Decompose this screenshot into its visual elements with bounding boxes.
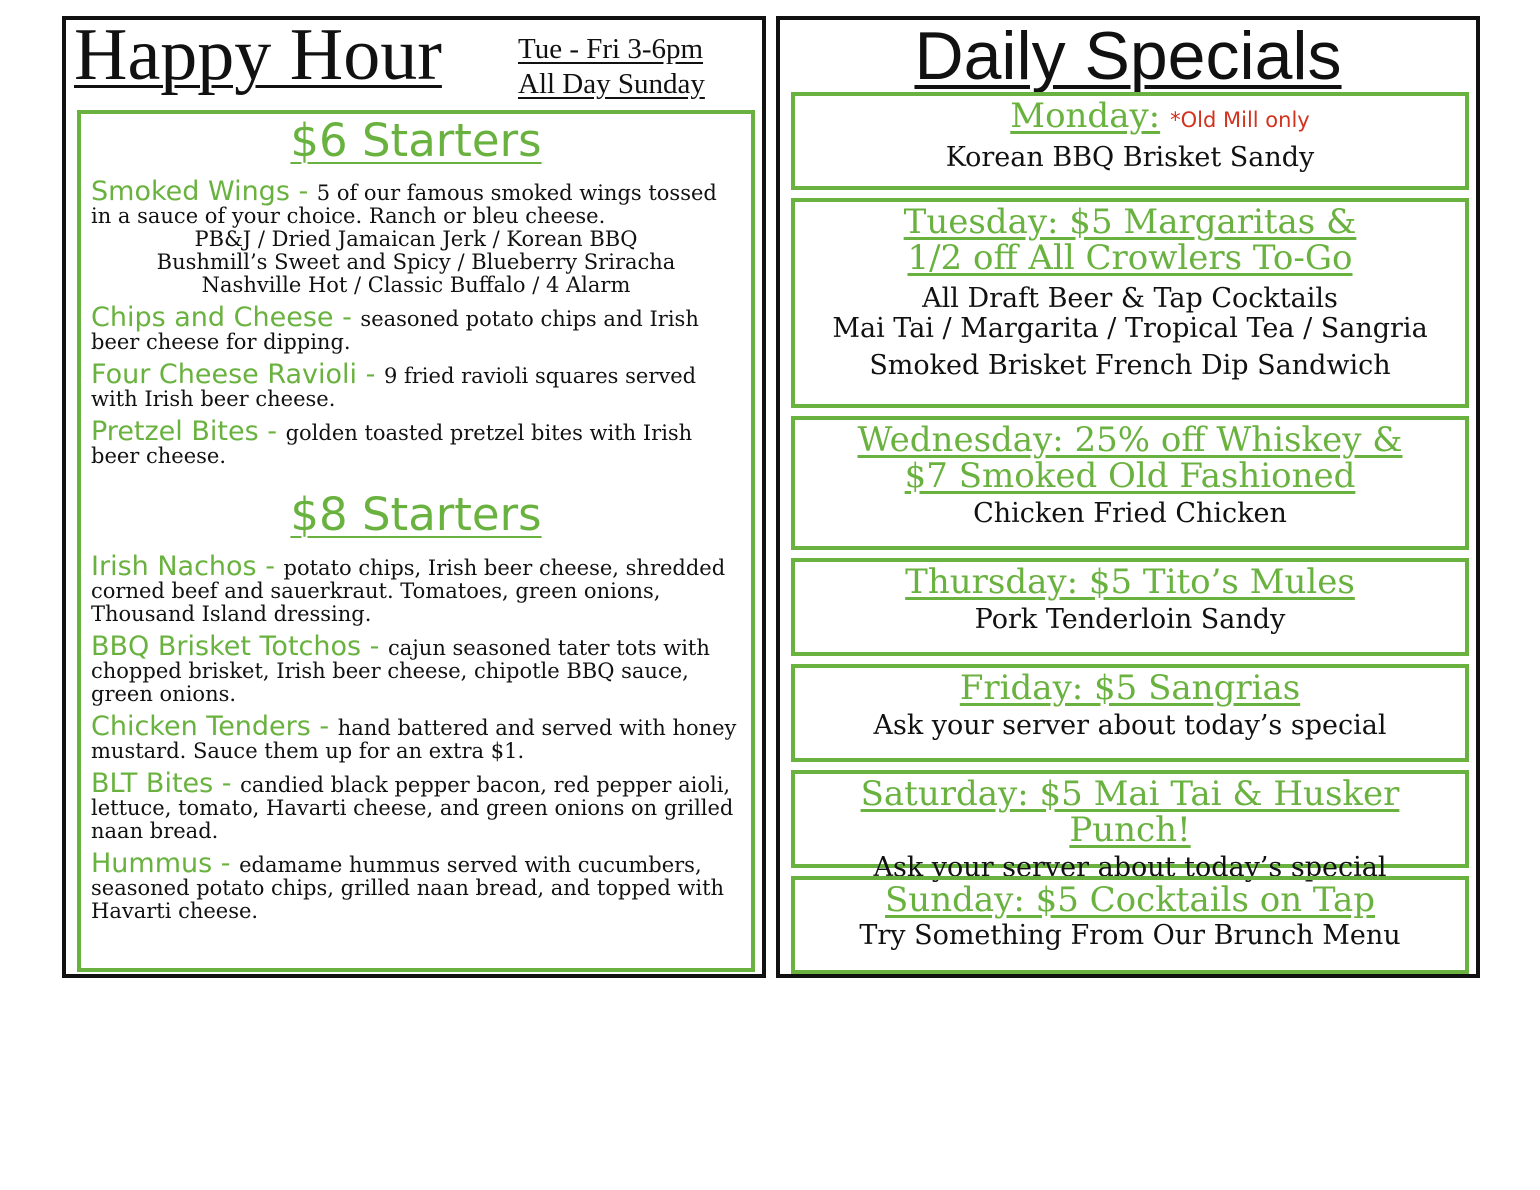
menu-item-name: Pretzel Bites - — [91, 416, 286, 447]
menu-item-desc: 9 fried ravioli squares served with Irish beer cheese. — [91, 364, 697, 411]
sauce-list-line: Bushmill’s Sweet and Spicy / Blueberry Sriracha — [156, 250, 676, 274]
happy-hour-time-sunday: All Day Sunday — [518, 68, 705, 100]
sauce-list-line: PB&J / Dried Jamaican Jerk / Korean BBQ — [194, 227, 638, 251]
day-special-thursday — [791, 558, 1469, 656]
menu-item-desc: edamame hummus served with cucumbers, seasoned potato chips, grilled naan bread, and topped with Havarti cheese. — [91, 853, 725, 923]
day-special-sunday — [791, 876, 1469, 974]
menu-item-desc: cajun seasoned tater tots with chopped brisket, Irish beer cheese, chipotle BBQ sauce, green onions. — [91, 636, 710, 706]
day-heading — [795, 882, 1465, 918]
menu-item-name: Irish Nachos - — [91, 551, 284, 582]
day-line: Try Something From Our Brunch Menu — [859, 920, 1401, 951]
day-line: Ask your server about today’s special — [873, 852, 1387, 883]
day-heading — [795, 776, 1465, 848]
menu-item — [91, 176, 741, 297]
menu-item — [91, 768, 741, 843]
happy-hour-time-weekday: Tue - Fri 3-6pm — [518, 33, 704, 65]
day-line: Pork Tenderloin Sandy — [974, 604, 1286, 635]
menu-item — [91, 416, 741, 468]
daily-specials-title: Daily Specials — [914, 18, 1342, 94]
day-line: Ask your server about today’s special — [873, 710, 1387, 741]
menu-item-desc: 5 of our famous smoked wings tossed in a sauce of your choice. Ranch or bleu cheese. — [91, 181, 717, 228]
menu-item-desc: golden toasted pretzel bites with Irish beer cheese. — [91, 421, 693, 468]
day-line: Korean BBQ Brisket Sandy — [945, 142, 1315, 173]
day-special-friday — [791, 664, 1469, 762]
day-special-monday — [791, 92, 1469, 190]
menu-item — [91, 551, 741, 626]
menu-item-name: BBQ Brisket Totchos - — [91, 631, 388, 662]
happy-hour-title: Happy Hour — [74, 14, 442, 96]
menu-item — [91, 302, 741, 354]
daily-specials-panel — [776, 16, 1480, 978]
day-line: Smoked Brisket French Dip Sandwich — [869, 350, 1391, 381]
day-line: Chicken Fried Chicken — [973, 498, 1287, 529]
day-special-wednesday — [791, 416, 1469, 550]
menu-item-name: Hummus - — [91, 848, 240, 879]
menu-item-desc: hand battered and served with honey mustard. Sauce them up for an extra $1. — [91, 716, 737, 763]
day-heading-line: Tuesday: $5 Margaritas & — [903, 202, 1357, 242]
day-heading — [795, 670, 1465, 706]
day-heading — [795, 98, 1465, 138]
day-heading-line: Saturday: $5 Mai Tai & Husker Punch! — [860, 774, 1400, 850]
day-heading-line: Monday: — [1010, 96, 1161, 136]
day-heading-line: $7 Smoked Old Fashioned — [904, 456, 1356, 496]
day-line: All Draft Beer & Tap Cocktails — [922, 283, 1338, 314]
day-heading — [795, 422, 1465, 494]
day-special-saturday — [791, 770, 1469, 883]
menu-item-desc: potato chips, Irish beer cheese, shredded corned beef and sauerkraut. Tomatoes, green onions, Thousand Island dressing. — [91, 556, 726, 626]
happy-hour-times — [518, 32, 705, 102]
day-heading-line: 1/2 off All Crowlers To-Go — [907, 238, 1353, 278]
happy-hour-panel — [62, 16, 766, 978]
day-heading — [795, 204, 1465, 276]
menu-item-desc: candied black pepper bacon, red pepper aioli, lettuce, tomato, Havarti cheese, and green onions on grilled naan bread. — [91, 773, 734, 843]
menu-item — [91, 711, 741, 763]
menu-item — [91, 848, 741, 923]
menu-item-name: BLT Bites - — [91, 768, 241, 799]
day-special-tuesday — [791, 198, 1469, 408]
menu-item-desc: seasoned potato chips and Irish beer cheese for dipping. — [91, 307, 699, 354]
menu-item-name: Chicken Tenders - — [91, 711, 338, 742]
menu-item — [91, 359, 741, 411]
sauce-list-line: Nashville Hot / Classic Buffalo / 4 Alarm — [201, 273, 631, 297]
day-heading-line: Thursday: $5 Tito’s Mules — [905, 562, 1355, 602]
day-line: Mai Tai / Margarita / Tropical Tea / Sangria — [832, 313, 1428, 344]
eight-dollar-starters-title: $8 Starters — [290, 488, 542, 541]
menu-item-name: Chips and Cheese - — [91, 302, 361, 333]
day-heading-line: Wednesday: 25% off Whiskey & — [857, 420, 1403, 460]
day-heading-line: Friday: $5 Sangrias — [959, 668, 1301, 708]
day-note: *Old Mill only — [1170, 108, 1310, 132]
menu-item — [91, 631, 741, 706]
menu-item-name: Four Cheese Ravioli - — [91, 359, 384, 390]
starters-box — [77, 110, 755, 972]
day-heading-line: Sunday: $5 Cocktails on Tap — [885, 880, 1375, 920]
menu-item-name: Smoked Wings - — [91, 176, 317, 207]
six-dollar-starters-title: $6 Starters — [290, 114, 542, 167]
day-heading — [795, 564, 1465, 600]
